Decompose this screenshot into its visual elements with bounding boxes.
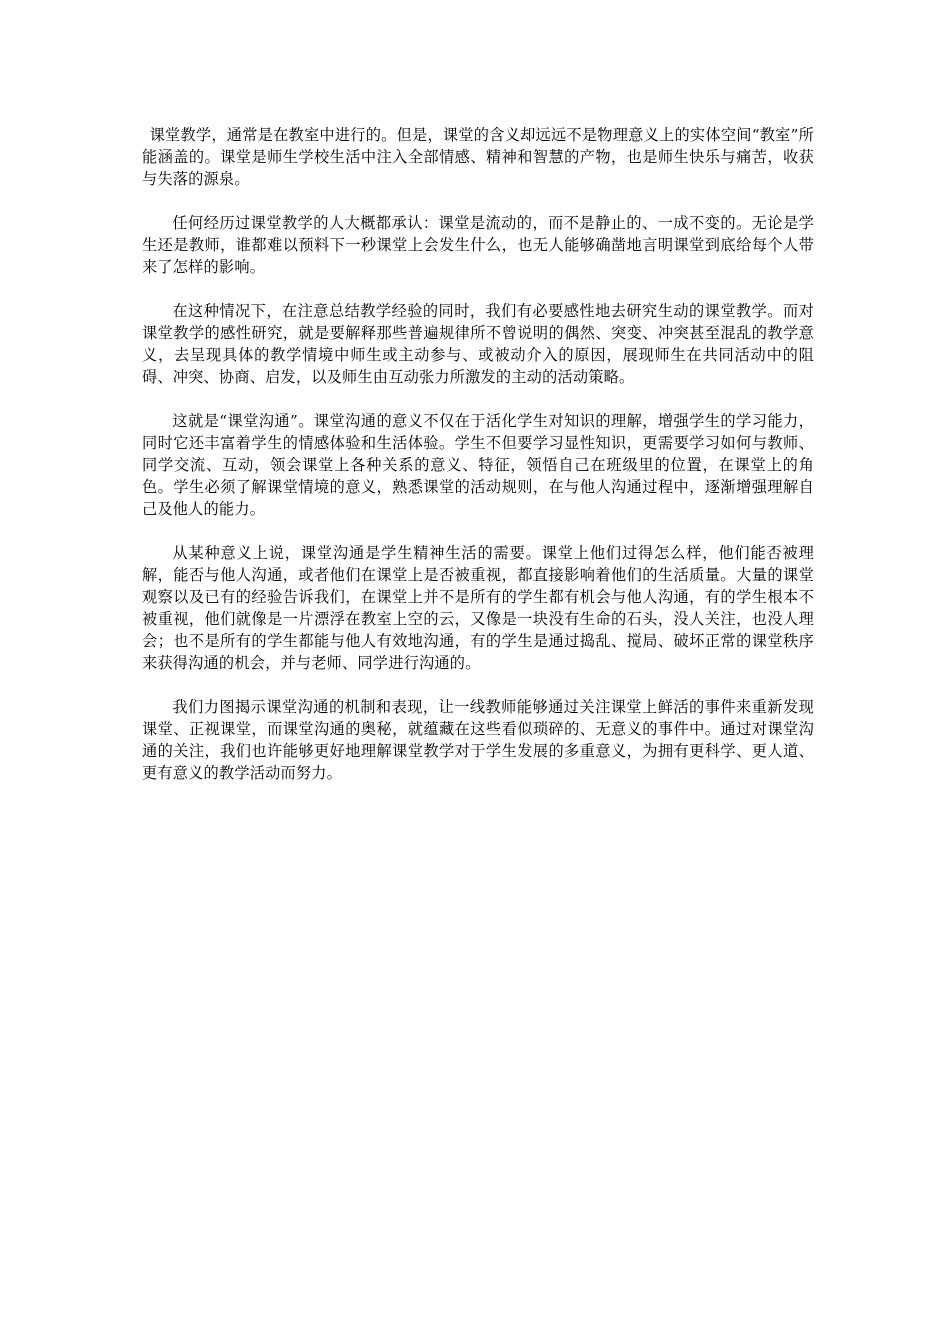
paragraph-5: 从某种意义上说，课堂沟通是学生精神生活的需要。课堂上他们过得怎么样，他们能否被理解，能否与他人沟通，或者他们在课堂上是否被重视，都直接影响着他们的生活质量。大量的课堂观察以及已有的经验告诉我们，在课堂上并不是所有的学生都有机会与他人沟通，有的学生根本不被重视，他们就像是一片漂浮在教室上空的云，又像是一块没有生命的石头，没人关注，也没人理会；也不是所有的学生都能与他人有效地沟通，有的学生是通过捣乱、搅局、破坏正常的课堂秩序来获得沟通的机会，并与老师、同学进行沟通的。 xyxy=(142,544,814,672)
document-body xyxy=(142,124,814,806)
paragraph-1: 课堂教学，通常是在教室中进行的。但是，课堂的含义却远远不是物理意义上的实体空间“教室”所能涵盖的。课堂是师生学校生活中注入全部情感、精神和智慧的产物，也是师生快乐与痛苦，收获与失落的源泉。 xyxy=(142,126,814,188)
paragraph-3: 在这种情况下，在注意总结教学经验的同时，我们有必要感性地去研究生动的课堂教学。而对课堂教学的感性研究，就是要解释那些普遍规律所不曾说明的偶然、突变、冲突甚至混乱的教学意义，去呈现具体的教学情境中师生或主动参与、或被动介入的原因，展现师生在共同活动中的阻碍、冲突、协商、启发，以及师生由互动张力所激发的主动的活动策略。 xyxy=(142,302,814,386)
paragraph-6: 我们力图揭示课堂沟通的机制和表现，让一线教师能够通过关注课堂上鲜活的事件来重新发现课堂、正视课堂，而课堂沟通的奥秘，就蕴藏在这些看似琐碎的、无意义的事件中。通过对课堂沟通的关注，我们也许能够更好地理解课堂教学对于学生发展的多重意义，为拥有更科学、更人道、更有意义的教学活动而努力。 xyxy=(142,698,814,782)
paragraph-4: 这就是“课堂沟通”。课堂沟通的意义不仅在于活化学生对知识的理解，增强学生的学习能力，同时它还丰富着学生的情感体验和生活体验。学生不但要学习显性知识，更需要学习如何与教师、同学交流、互动，领会课堂上各种关系的意义、特征，领悟自己在班级里的位置，在课堂上的角色。学生必须了解课堂情境的意义，熟悉课堂的活动规则，在与他人沟通过程中，逐渐增强理解自己及他人的能力。 xyxy=(142,412,814,518)
paragraph-2: 任何经历过课堂教学的人大概都承认：课堂是流动的，而不是静止的、一成不变的。无论是学生还是教师，谁都难以预料下一秒课堂上会发生什么，也无人能够确凿地言明课堂到底给每个人带来了怎样的影响。 xyxy=(142,214,814,276)
